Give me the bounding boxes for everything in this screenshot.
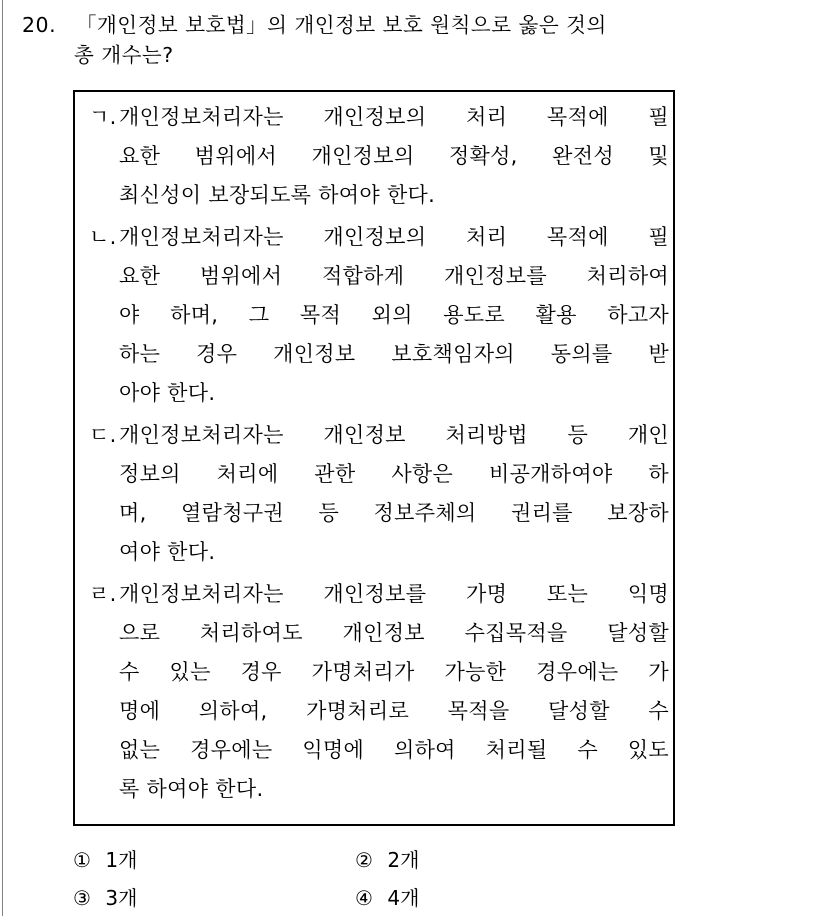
statement-digeut (89, 416, 669, 572)
statement-marker: ㄱ. (89, 105, 117, 129)
choice-number-4: ④ (355, 886, 373, 910)
statement-line: 여야 한다. (119, 540, 216, 564)
statement-line: 록 하여야 한다. (119, 777, 264, 801)
statement-marker: ㄷ. (89, 423, 117, 447)
choice-number-3: ③ (73, 886, 91, 910)
statement-line: 명에 의하여, 가명처리로 목적을 달성할 수 (119, 699, 669, 723)
statement-line: 하는 경우 개인정보 보호책임자의 동의를 받 (119, 342, 669, 366)
statement-line: 으로 처리하여도 개인정보 수집목적을 달성할 (119, 621, 669, 645)
statement-line: 최신성이 보장되도록 하여야 한다. (119, 183, 436, 207)
question-text-line-2: 총 개수는? (74, 43, 174, 67)
statement-line: 수 있는 경우 가명처리가 가능한 경우에는 가 (119, 660, 669, 684)
choice-3[interactable] (73, 879, 137, 917)
choice-number-2: ② (355, 848, 373, 872)
question-line-1 (22, 10, 782, 40)
statement-line: 없는 경우에는 익명에 의하여 처리될 수 있도 (119, 738, 669, 762)
statement-rieul (89, 575, 669, 809)
statement-line: 요한 범위에서 개인정보의 정확성, 완전성 및 (119, 144, 669, 168)
choice-1[interactable] (73, 841, 137, 879)
choice-label-3: 3개 (105, 886, 138, 910)
page-left-border (2, 0, 3, 916)
statement-giyeok (89, 98, 669, 215)
choice-label-4: 4개 (387, 886, 420, 910)
statement-line: 요한 범위에서 적합하게 개인정보를 처리하여 (119, 264, 669, 288)
statement-line: 야 하며, 그 목적 외의 용도로 활용 하고자 (119, 303, 669, 327)
question-stem (22, 10, 782, 70)
statement-marker: ㄹ. (89, 582, 117, 606)
question-text-line-1: 「개인정보 보호법」의 개인정보 보호 원칙으로 옳은 것의 (76, 13, 607, 37)
choice-2[interactable] (355, 841, 419, 879)
statement-line: 개인정보처리자는 개인정보를 가명 또는 익명 (119, 582, 669, 606)
statement-nieun (89, 218, 669, 413)
statement-marker: ㄴ. (89, 225, 117, 249)
choice-number-1: ① (73, 848, 91, 872)
choice-label-2: 2개 (387, 848, 420, 872)
statement-line: 정보의 처리에 관한 사항은 비공개하여야 하 (119, 462, 669, 486)
choice-4[interactable] (355, 879, 419, 917)
statement-line: 개인정보처리자는 개인정보의 처리 목적에 필 (119, 225, 669, 249)
choice-label-1: 1개 (105, 848, 138, 872)
statement-line: 며, 열람청구권 등 정보주체의 권리를 보장하 (119, 501, 669, 525)
statements-box (73, 90, 675, 826)
statement-line: 아야 한다. (119, 381, 216, 405)
statement-line: 개인정보처리자는 개인정보 처리방법 등 개인 (119, 423, 669, 447)
question-number: 20. (22, 13, 57, 37)
statement-line: 개인정보처리자는 개인정보의 처리 목적에 필 (119, 105, 669, 129)
